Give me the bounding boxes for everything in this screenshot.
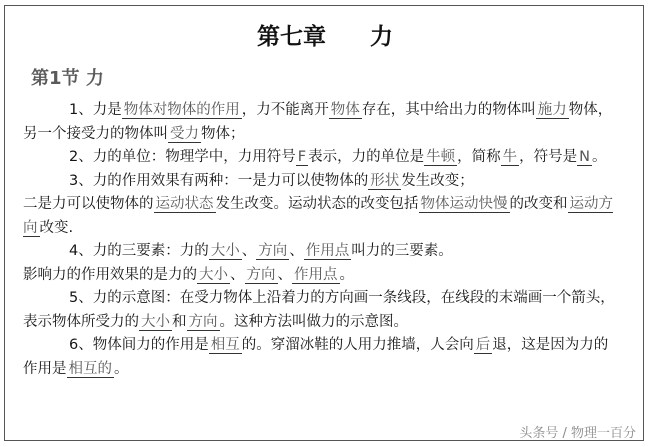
chapter-number: 第七章 bbox=[257, 24, 326, 50]
content-body bbox=[23, 99, 621, 381]
blank-answer: 方向 bbox=[258, 243, 288, 259]
item-6: 6、物体间力的作用是 相互 的。穿溜冰鞋的人用力推墙，人会向 后 退，这是因为力的作用是 相互的 。 bbox=[23, 337, 609, 377]
blank-answer: 物体 bbox=[330, 102, 360, 118]
blank-answer: F bbox=[297, 149, 307, 165]
item-2: 2、力的单位：物理学中，力用符号 F 表示，力的单位是 牛顿 ，简称 牛 ，符号是 N 。 bbox=[69, 149, 607, 165]
blank-answer: 大小 bbox=[141, 313, 170, 330]
chapter-subject: 力 bbox=[370, 24, 393, 50]
blank-answer: 物体对物体的作用 bbox=[123, 102, 240, 118]
blank-answer: 运动方向 bbox=[23, 196, 613, 236]
blank-answer: N bbox=[579, 149, 590, 165]
chapter-title bbox=[0, 18, 650, 51]
blank-answer: 物体运动快慢 bbox=[420, 196, 508, 212]
item-5: 5、力的示意图：在受力物体上沿着力的方向画一条线段，在线段的末端画一个箭头，表示物体所受力的 大小 和 方向 。这种方法叫做力的示意图。 bbox=[23, 290, 615, 330]
blank-answer: 相互的 bbox=[68, 360, 112, 377]
item-3-continued: 二是力可以使物体的 运动状态 发生改变。运动状态的改变包括 物体运动快慢 的改变和 运动方向 改变. bbox=[23, 196, 613, 236]
section-heading bbox=[31, 64, 104, 90]
section-name: 力 bbox=[85, 68, 104, 89]
blank-answer: 作用点 bbox=[305, 243, 350, 259]
blank-answer: 后 bbox=[475, 337, 491, 353]
blank-answer: 大小 bbox=[199, 266, 228, 283]
blank-answer: 牛顿 bbox=[426, 149, 456, 165]
blank-answer: 运动状态 bbox=[155, 196, 214, 212]
blank-answer: 方向 bbox=[246, 266, 276, 283]
blank-answer: 牛 bbox=[502, 149, 518, 165]
blank-answer: 施力 bbox=[537, 102, 567, 118]
blank-answer: 作用点 bbox=[294, 266, 338, 283]
blank-answer: 相互 bbox=[210, 337, 240, 353]
watermark: 头条号 / 物理一百分 bbox=[519, 426, 636, 441]
blank-answer: 方向 bbox=[188, 313, 218, 330]
blank-answer: 受力 bbox=[170, 125, 199, 142]
item-4-continued: 影响力的作用效果的是力的 大小 、 方向 、 作用点 。 bbox=[23, 266, 354, 283]
section-number: 第1节 bbox=[31, 68, 80, 89]
blank-answer: 形状 bbox=[370, 172, 400, 189]
item-4: 4、力的三要素：力的 大小 、 方向 、 作用点 叫力的三要素。 bbox=[69, 243, 453, 259]
item-1: 1、力是 物体对物体的作用 ，力不能离开 物体 存在，其中给出力的物体叫 施力 物体，另一个接受力的物体叫 受力 物体； bbox=[23, 102, 613, 142]
item-3: 3、力的作用效果有两种：一是力可以使物体的 形状 发生改变； bbox=[69, 172, 474, 189]
blank-answer: 大小 bbox=[210, 243, 240, 259]
